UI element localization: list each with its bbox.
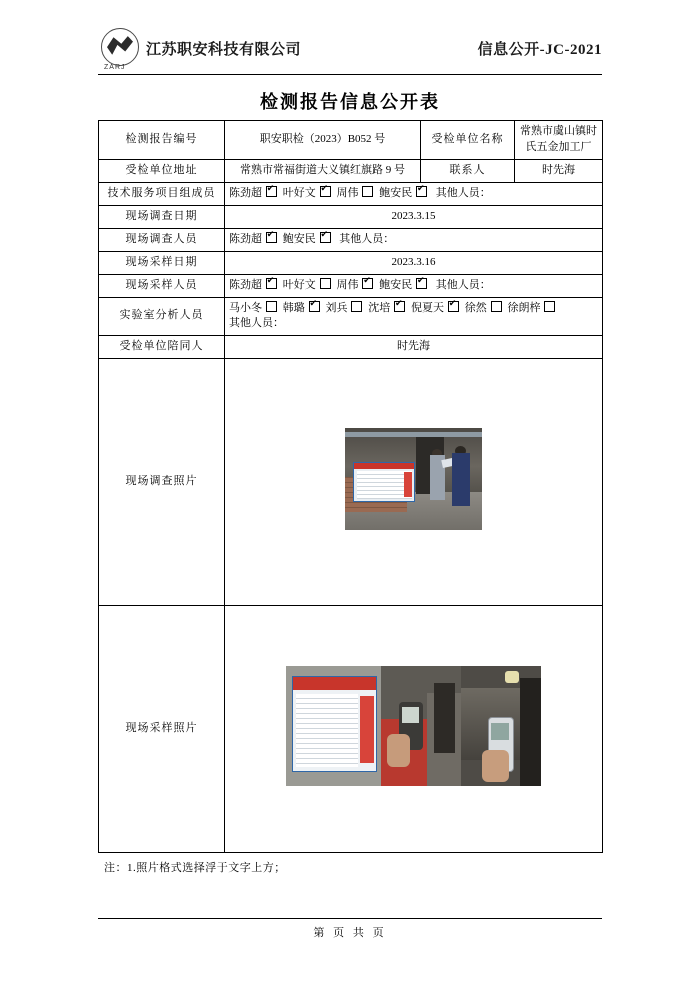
checkbox-icon[interactable]: [394, 301, 405, 312]
checkbox-icon[interactable]: [351, 301, 362, 312]
footer-divider: [98, 918, 602, 919]
survey-photo-image: [345, 428, 482, 530]
checkbox-icon[interactable]: [266, 278, 277, 289]
photo-sampling-label: 现场采样照片: [99, 606, 225, 853]
photo-survey-label: 现场调查照片: [99, 359, 225, 606]
client-label: 受检单位名称: [421, 121, 515, 160]
contact-value: 时先海: [515, 159, 603, 182]
staff-name-label: 周伟: [336, 278, 362, 291]
staff-name-label: 鲍安民: [379, 186, 415, 199]
sampling-staff-other: 其他人员：: [435, 278, 491, 291]
staff-name-checkbox[interactable]: [465, 301, 503, 317]
survey-photo: [345, 428, 482, 530]
sampling-date-value: 2023.3.16: [225, 251, 603, 274]
staff-name-label: 徐然: [464, 301, 490, 314]
staff-name-checkbox[interactable]: [229, 278, 278, 294]
checkbox-icon[interactable]: [362, 278, 373, 289]
staff-name-label: 陈劲超: [229, 186, 265, 199]
staff-name-checkbox[interactable]: [283, 301, 321, 317]
staff-name-label: 鲍安民: [379, 278, 415, 291]
address-value: 常熟市常福街道大义镇红旗路 9 号: [225, 159, 421, 182]
photo-survey-cell: [225, 359, 603, 606]
tech-team-value: [225, 182, 603, 205]
staff-name-checkbox[interactable]: [379, 186, 428, 202]
table-row-photo-sampling: [99, 606, 603, 853]
staff-name-checkbox[interactable]: [337, 186, 375, 202]
page-number: 第 页 共 页: [313, 927, 387, 939]
table-row: [99, 228, 603, 251]
header-divider: [98, 74, 602, 75]
staff-name-checkbox[interactable]: [337, 278, 375, 294]
table-row: [99, 121, 603, 160]
staff-name-label: 叶好文: [282, 278, 319, 291]
table-row: [99, 251, 603, 274]
sampling-staff-label: 现场采样人员: [99, 274, 225, 297]
lab-staff-value: [225, 297, 603, 336]
checkbox-icon[interactable]: [266, 301, 277, 312]
checkbox-icon[interactable]: [448, 301, 459, 312]
staff-name-checkbox[interactable]: [283, 186, 332, 202]
staff-name-label: 马小冬: [229, 301, 265, 314]
table-row-photo-survey: [99, 359, 603, 606]
logo-text: ZARJ: [104, 64, 126, 71]
contact-label: 联系人: [421, 159, 515, 182]
staff-name-label: 倪夏天: [411, 301, 447, 314]
staff-name-label: 鲍安民: [282, 232, 319, 245]
company-logo: [98, 28, 144, 71]
sampling-photo: [286, 666, 541, 786]
table-row: [99, 297, 603, 336]
survey-staff-label: 现场调查人员: [99, 228, 225, 251]
staff-name-label: 徐朗梓: [507, 301, 544, 314]
staff-name-checkbox[interactable]: [229, 301, 278, 317]
photo-sampling-cell: [225, 606, 603, 853]
tech-team-label: 技术服务项目组成员: [99, 182, 225, 205]
escort-value: 时先海: [225, 336, 603, 359]
staff-name-checkbox[interactable]: [229, 186, 278, 202]
company-name: 江苏职安科技有限公司: [146, 42, 302, 58]
staff-name-checkbox[interactable]: [368, 301, 406, 317]
table-row: [99, 336, 603, 359]
report-no-value: 职安职检（2023）B052 号: [225, 121, 421, 160]
staff-name-label: 刘兵: [325, 301, 351, 314]
staff-name-label: 陈劲超: [229, 278, 265, 291]
client-value: 常熟市虞山镇时氏五金加工厂: [515, 121, 603, 160]
footnote: 注：1.照片格式选择浮于文字上方；: [104, 862, 286, 874]
lab-staff-other: 其他人员：: [229, 317, 284, 330]
table-row: [99, 182, 603, 205]
checkbox-icon[interactable]: [491, 301, 502, 312]
staff-name-checkbox[interactable]: [229, 232, 278, 248]
staff-name-checkbox[interactable]: [283, 232, 332, 248]
staff-name-checkbox[interactable]: [508, 301, 557, 317]
survey-staff-value: [225, 228, 603, 251]
checkbox-icon[interactable]: [416, 186, 427, 197]
lab-staff-label: 实验室分析人员: [99, 297, 225, 336]
checkbox-icon[interactable]: [416, 278, 427, 289]
checkbox-icon[interactable]: [266, 186, 277, 197]
checkbox-icon[interactable]: [320, 278, 331, 289]
page-header: [98, 28, 602, 74]
document-code: 信息公开-JC-2021: [477, 42, 602, 58]
checkbox-icon[interactable]: [266, 232, 277, 243]
checkbox-icon[interactable]: [320, 232, 331, 243]
staff-name-checkbox[interactable]: [411, 301, 460, 317]
checkbox-icon[interactable]: [309, 301, 320, 312]
tech-team-other: 其他人员：: [435, 186, 491, 199]
survey-date-label: 现场调查日期: [99, 205, 225, 228]
escort-label: 受检单位陪同人: [99, 336, 225, 359]
sampling-staff-value: [225, 274, 603, 297]
survey-staff-other: 其他人员：: [339, 232, 395, 245]
table-row: [99, 274, 603, 297]
survey-date-value: 2023.3.15: [225, 205, 603, 228]
staff-name-checkbox[interactable]: [326, 301, 364, 317]
logo-swoosh-icon: [107, 35, 133, 57]
staff-name-label: 叶好文: [282, 186, 319, 199]
staff-name-checkbox[interactable]: [379, 278, 428, 294]
report-no-label: 检测报告编号: [99, 121, 225, 160]
checkbox-icon[interactable]: [362, 186, 373, 197]
staff-name-label: 周伟: [336, 186, 362, 199]
sampling-photo-image: [286, 666, 541, 786]
page-title: 检测报告信息公开表: [260, 92, 440, 112]
staff-name-label: 韩璐: [282, 301, 308, 314]
logo-circle-icon: [101, 28, 139, 66]
staff-name-label: 沈培: [368, 301, 393, 314]
info-table: [98, 120, 603, 853]
checkbox-icon[interactable]: [320, 186, 331, 197]
sampling-date-label: 现场采样日期: [99, 251, 225, 274]
address-label: 受检单位地址: [99, 159, 225, 182]
staff-name-checkbox[interactable]: [283, 278, 332, 294]
table-row: [99, 159, 603, 182]
table-row: [99, 205, 603, 228]
checkbox-icon[interactable]: [544, 301, 555, 312]
staff-name-label: 陈劲超: [229, 232, 265, 245]
